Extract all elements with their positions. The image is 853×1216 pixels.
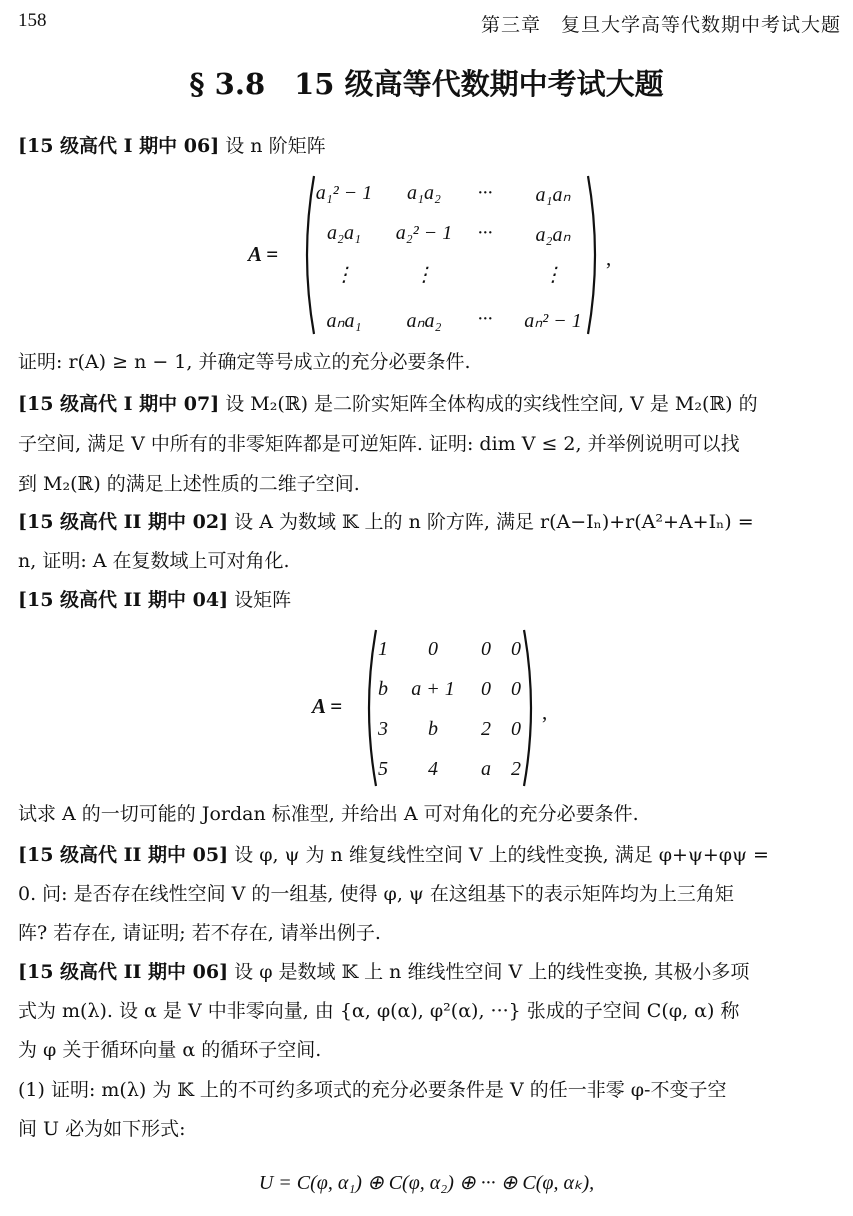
matrix-cell: aₙa₁ xyxy=(326,310,362,332)
problem-2-line-2: 子空间, 满足 V 中所有的非零矩阵都是可逆矩阵. 证明: dim V ≤ 2, 并举例说明可以找 xyxy=(18,433,740,455)
matrix-cell: aₙa₂ xyxy=(406,310,442,332)
matrix-cell: a₁² − 1 xyxy=(315,182,373,204)
matrix-cell: ··· xyxy=(477,182,493,204)
problem-5-line-1 xyxy=(18,843,769,867)
matrix-cell: 0 xyxy=(511,638,521,660)
problem-6-line-2: 式为 m(λ). 设 α 是 V 中非零向量, 由 {α, φ(α), φ²(α), ···} 张成的子空间 C(φ, α) 称 xyxy=(18,1000,740,1022)
matrix-cell: 2 xyxy=(481,718,491,740)
matrix-cell: ··· xyxy=(477,222,493,244)
matrix-cell: a + 1 xyxy=(411,678,455,700)
problem-text: 设 n 阶矩阵 xyxy=(225,135,326,157)
chapter-title: 第三章 复旦大学高等代数期中考试大题 xyxy=(480,14,841,36)
matrix-cell: ⋮ xyxy=(334,264,354,286)
matrix-cell: 4 xyxy=(428,758,438,780)
matrix-cell: a₂a₁ xyxy=(327,222,361,244)
problem-5-line-2: 0. 问: 是否存在线性空间 V 的一组基, 使得 φ, ψ 在这组基下的表示矩阵均为上三角矩 xyxy=(18,883,734,905)
problem-1-conclusion: 证明: r(A) ≥ n − 1, 并确定等号成立的充分必要条件. xyxy=(18,351,471,373)
matrix-cell: aₙ² − 1 xyxy=(524,310,582,332)
problem-6-line-3: 为 φ 关于循环向量 α 的循环子空间. xyxy=(18,1039,322,1061)
matrix-cell: a₁a₂ xyxy=(407,182,441,204)
problem-6-line-1 xyxy=(18,960,749,984)
problem-5-line-3: 阵? 若存在, 请证明; 若不存在, 请举出例子. xyxy=(18,922,381,944)
matrix-cell: 1 xyxy=(378,638,388,660)
matrix-cell: a₁aₙ xyxy=(535,184,571,206)
final-formula: U = C(φ, α₁) ⊕ C(φ, α₂) ⊕ ··· ⊕ C(φ, αₖ), xyxy=(258,1172,595,1194)
problem-6-line-4: (1) 证明: m(λ) 为 𝕂 上的不可约多项式的充分必要条件是 V 的任一非零 φ-不变子空 xyxy=(18,1079,727,1101)
matrix-cell: 2 xyxy=(511,758,521,780)
matrix2-left-bracket xyxy=(360,628,380,788)
matrix-cell: a xyxy=(481,758,491,780)
matrix-cell: b xyxy=(428,718,438,740)
problem-tag: [15 级高代 I 期中 06] xyxy=(18,135,220,157)
matrix-cell: 0 xyxy=(481,638,491,660)
page-number: 158 xyxy=(18,10,47,31)
matrix-cell: 0 xyxy=(481,678,491,700)
matrix2-label: A = xyxy=(312,694,343,718)
matrix-cell: b xyxy=(378,678,388,700)
problem-tag: [15 级高代 II 期中 06] xyxy=(18,961,229,983)
problem-text: 设矩阵 xyxy=(234,589,292,611)
section-title: § 3.8 15 级高等代数期中考试大题 xyxy=(189,67,664,101)
matrix1-trailing-comma: , xyxy=(606,246,612,270)
problem-tag: [15 级高代 I 期中 07] xyxy=(18,393,220,415)
matrix1-right-bracket xyxy=(584,174,604,336)
problem-3-line-1 xyxy=(18,510,754,534)
matrix-cell: a₂² − 1 xyxy=(395,222,453,244)
problem-2-line-3: 到 M₂(ℝ) 的满足上述性质的二维子空间. xyxy=(18,473,360,495)
matrix-cell: 3 xyxy=(378,718,388,740)
problem-tag: [15 级高代 II 期中 02] xyxy=(18,511,229,533)
matrix2-trailing-comma: , xyxy=(542,700,548,724)
matrix-cell: a₂aₙ xyxy=(535,224,571,246)
matrix-cell: 0 xyxy=(511,718,521,740)
matrix-cell: 0 xyxy=(511,678,521,700)
problem-text: 设 φ 是数域 𝕂 上 n 维线性空间 V 上的线性变换, 其极小多项 xyxy=(234,961,750,983)
problem-1 xyxy=(18,134,326,158)
matrix-cell: 0 xyxy=(428,638,438,660)
problem-4-conclusion: 试求 A 的一切可能的 Jordan 标准型, 并给出 A 可对角化的充分必要条件. xyxy=(18,803,639,825)
matrix-cell: ⋮ xyxy=(543,264,563,286)
problem-2-line-1 xyxy=(18,392,758,416)
problem-6-line-5: 间 U 必为如下形式: xyxy=(18,1118,186,1140)
problem-text: 设 φ, ψ 为 n 维复线性空间 V 上的线性变换, 满足 φ+ψ+φψ = xyxy=(234,844,769,866)
matrix-cell: ⋮ xyxy=(414,264,434,286)
matrix-cell: 5 xyxy=(378,758,388,780)
problem-4 xyxy=(18,588,291,612)
problem-tag: [15 级高代 II 期中 04] xyxy=(18,589,229,611)
problem-tag: [15 级高代 II 期中 05] xyxy=(18,844,229,866)
matrix1-label: A = xyxy=(248,242,279,266)
problem-text: 设 M₂(ℝ) 是二阶实矩阵全体构成的实线性空间, V 是 M₂(ℝ) 的 xyxy=(225,393,758,415)
problem-3-line-2: n, 证明: A 在复数域上可对角化. xyxy=(18,550,290,572)
problem-text: 设 A 为数域 𝕂 上的 n 阶方阵, 满足 r(A−Iₙ)+r(A²+A+Iₙ) = xyxy=(234,511,754,533)
matrix2-right-bracket xyxy=(520,628,540,788)
matrix-cell: ··· xyxy=(477,308,493,330)
